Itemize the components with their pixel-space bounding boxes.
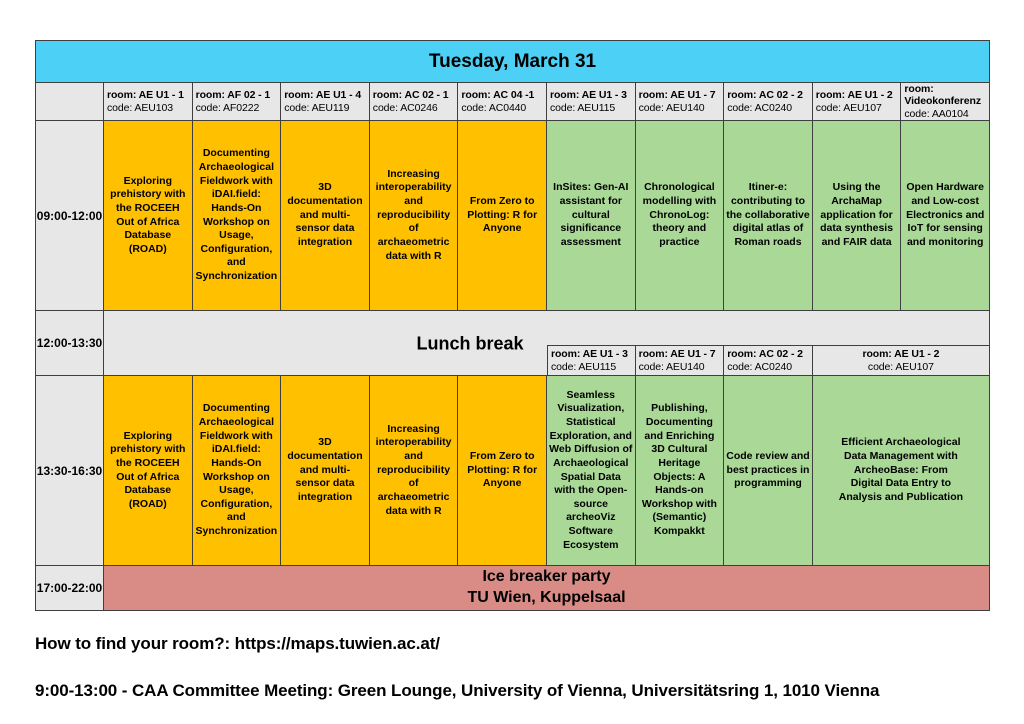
session-cell bbox=[370, 121, 459, 311]
session-title: Using the ArchaMap application for data synthesis and FAIR data bbox=[820, 181, 894, 248]
session-cell bbox=[281, 376, 370, 566]
room-code: code: AC0246 bbox=[372, 101, 438, 114]
room-name: room: AC 02 - 1 bbox=[372, 89, 449, 102]
session-cell bbox=[813, 376, 990, 566]
committee-meeting-note: 9:00-13:00 - CAA Committee Meeting: Green Lounge, University of Vienna, Universitätsring 1, 1010 Vienna bbox=[35, 681, 880, 700]
evening-line2: TU Wien, Kuppelsaal bbox=[467, 589, 626, 606]
session-title: Documenting Archaeological Fieldwork with iDAI.field: Hands-On Workshop on Usage, Configuration, and Synchronization bbox=[195, 402, 278, 538]
room-name: room: AE U1 - 2 bbox=[815, 89, 893, 102]
session-cell bbox=[193, 121, 282, 311]
session-cell bbox=[281, 121, 370, 311]
room-code: code: AC0440 bbox=[461, 101, 527, 114]
day-title: Tuesday, March 31 bbox=[36, 41, 990, 83]
room-name: room: AF 02 - 1 bbox=[195, 89, 271, 102]
session-title: From Zero to Plotting: R for Anyone bbox=[467, 450, 538, 490]
room-header bbox=[547, 83, 636, 121]
session-title: Itiner-e: contributing to the collaborative digital atlas of Roman roads bbox=[726, 181, 810, 248]
room-header bbox=[104, 83, 193, 121]
session-title: InSites: Gen-AI assistant for cultural significance assessment bbox=[553, 181, 629, 248]
time-label-evening: 17:00-22:00 bbox=[36, 566, 104, 611]
lunch-cell-right bbox=[547, 311, 990, 346]
room-name: room: AE U1 - 7 bbox=[638, 89, 716, 102]
room-header bbox=[370, 83, 459, 121]
room-code: code: AEU103 bbox=[107, 101, 173, 114]
room-code: code: AEU107 bbox=[815, 101, 882, 114]
session-title: Publishing, Documenting and Enriching 3D Cultural Heritage Objects: A Hands-on Workshop with (Semantic) Kompakkt bbox=[641, 402, 717, 538]
room-code: code: AEU115 bbox=[549, 101, 616, 114]
corner-cell bbox=[36, 83, 104, 121]
session-cell bbox=[547, 121, 636, 311]
sub-room-header bbox=[547, 346, 636, 376]
evening-line1: Ice breaker party bbox=[482, 568, 611, 586]
evening-cell bbox=[104, 566, 990, 611]
room-name: room: AE U1 - 2 bbox=[862, 348, 940, 361]
session-title: 3D documentation and multi-sensor data integration bbox=[287, 181, 363, 248]
room-finder-note: How to find your room?: https://maps.tuwien.ac.at/ bbox=[35, 634, 440, 653]
session-title: Seamless Visualization, Statistical Exploration, and Web Diffusion of Archaeological Spatial Data with the Open-source archeoViz Software Ecosystem bbox=[549, 388, 633, 551]
session-title: 3D documentation and multi-sensor data integration bbox=[287, 436, 363, 503]
session-title: Efficient Archaeological Data Management with ArcheoBase: From Digital Data Entry to Analysis and Publication bbox=[838, 436, 964, 503]
lunch-break-label: Lunch break bbox=[416, 333, 524, 354]
room-name: room: AC 02 - 2 bbox=[727, 348, 803, 361]
sub-room-header bbox=[813, 346, 990, 376]
session-title: Exploring prehistory with the ROCEEH Out of Africa Database (ROAD) bbox=[110, 429, 186, 510]
room-header bbox=[458, 83, 547, 121]
room-code: code: AEU107 bbox=[867, 360, 934, 373]
sub-room-header bbox=[724, 346, 813, 376]
time-label-afternoon: 13:30-16:30 bbox=[36, 376, 104, 566]
session-title: Chronological modelling with ChronoLog: theory and practice bbox=[642, 181, 717, 248]
session-cell bbox=[547, 376, 636, 566]
room-name: room: AE U1 - 4 bbox=[284, 89, 362, 102]
time-label-lunch: 12:00-13:30 bbox=[36, 311, 104, 376]
session-cell bbox=[104, 121, 193, 311]
room-code: code: AF0222 bbox=[195, 101, 260, 114]
time-label-morning: 09:00-12:00 bbox=[36, 121, 104, 311]
session-cell bbox=[813, 121, 902, 311]
room-header bbox=[724, 83, 813, 121]
session-title: Open Hardware and Low-cost Electronics and IoT for sensing and monitoring bbox=[906, 181, 985, 248]
session-title: Documenting Archaeological Fieldwork with iDAI.field: Hands-On Workshop on Usage, Configuration, and Synchronization bbox=[195, 147, 278, 283]
room-header bbox=[281, 83, 370, 121]
session-cell bbox=[724, 376, 813, 566]
session-cell bbox=[636, 376, 725, 566]
room-code: code: AEU140 bbox=[638, 360, 705, 373]
room-name: room: AE U1 - 3 bbox=[549, 89, 627, 102]
room-code: code: AEU115 bbox=[550, 360, 617, 373]
session-cell bbox=[193, 376, 282, 566]
session-cell bbox=[370, 376, 459, 566]
room-name: room: AE U1 - 3 bbox=[550, 348, 628, 361]
room-code: code: AC0240 bbox=[727, 101, 792, 114]
room-code: code: AEU119 bbox=[284, 101, 350, 114]
room-name: room: Videokonferenz bbox=[904, 82, 981, 108]
room-name: room: AC 04 -1 bbox=[461, 89, 535, 102]
session-cell bbox=[104, 376, 193, 566]
session-title: Increasing interoperability and reproducibility of archaeometric data with R bbox=[375, 422, 452, 517]
session-cell bbox=[636, 121, 725, 311]
room-name: room: AE U1 - 1 bbox=[107, 89, 184, 102]
session-title: Exploring prehistory with the ROCEEH Out of Africa Database (ROAD) bbox=[110, 174, 186, 255]
room-code: code: AC0240 bbox=[727, 360, 792, 373]
room-code: code: AEU140 bbox=[638, 101, 705, 114]
session-cell bbox=[458, 376, 547, 566]
session-title: From Zero to Plotting: R for Anyone bbox=[467, 195, 538, 235]
session-title: Code review and best practices in programming bbox=[726, 450, 810, 490]
room-header bbox=[813, 83, 902, 121]
room-name: room: AC 02 - 2 bbox=[727, 89, 803, 102]
room-code: code: AA0104 bbox=[904, 107, 969, 120]
session-cell bbox=[901, 121, 990, 311]
room-header bbox=[636, 83, 725, 121]
sub-room-header bbox=[636, 346, 725, 376]
session-cell bbox=[458, 121, 547, 311]
session-title: Increasing interoperability and reproducibility of archaeometric data with R bbox=[375, 167, 452, 262]
schedule-table bbox=[35, 40, 990, 611]
room-header bbox=[193, 83, 282, 121]
session-cell bbox=[724, 121, 813, 311]
room-header bbox=[901, 83, 990, 121]
footer-notes bbox=[35, 634, 1020, 701]
room-name: room: AE U1 - 7 bbox=[638, 348, 716, 361]
